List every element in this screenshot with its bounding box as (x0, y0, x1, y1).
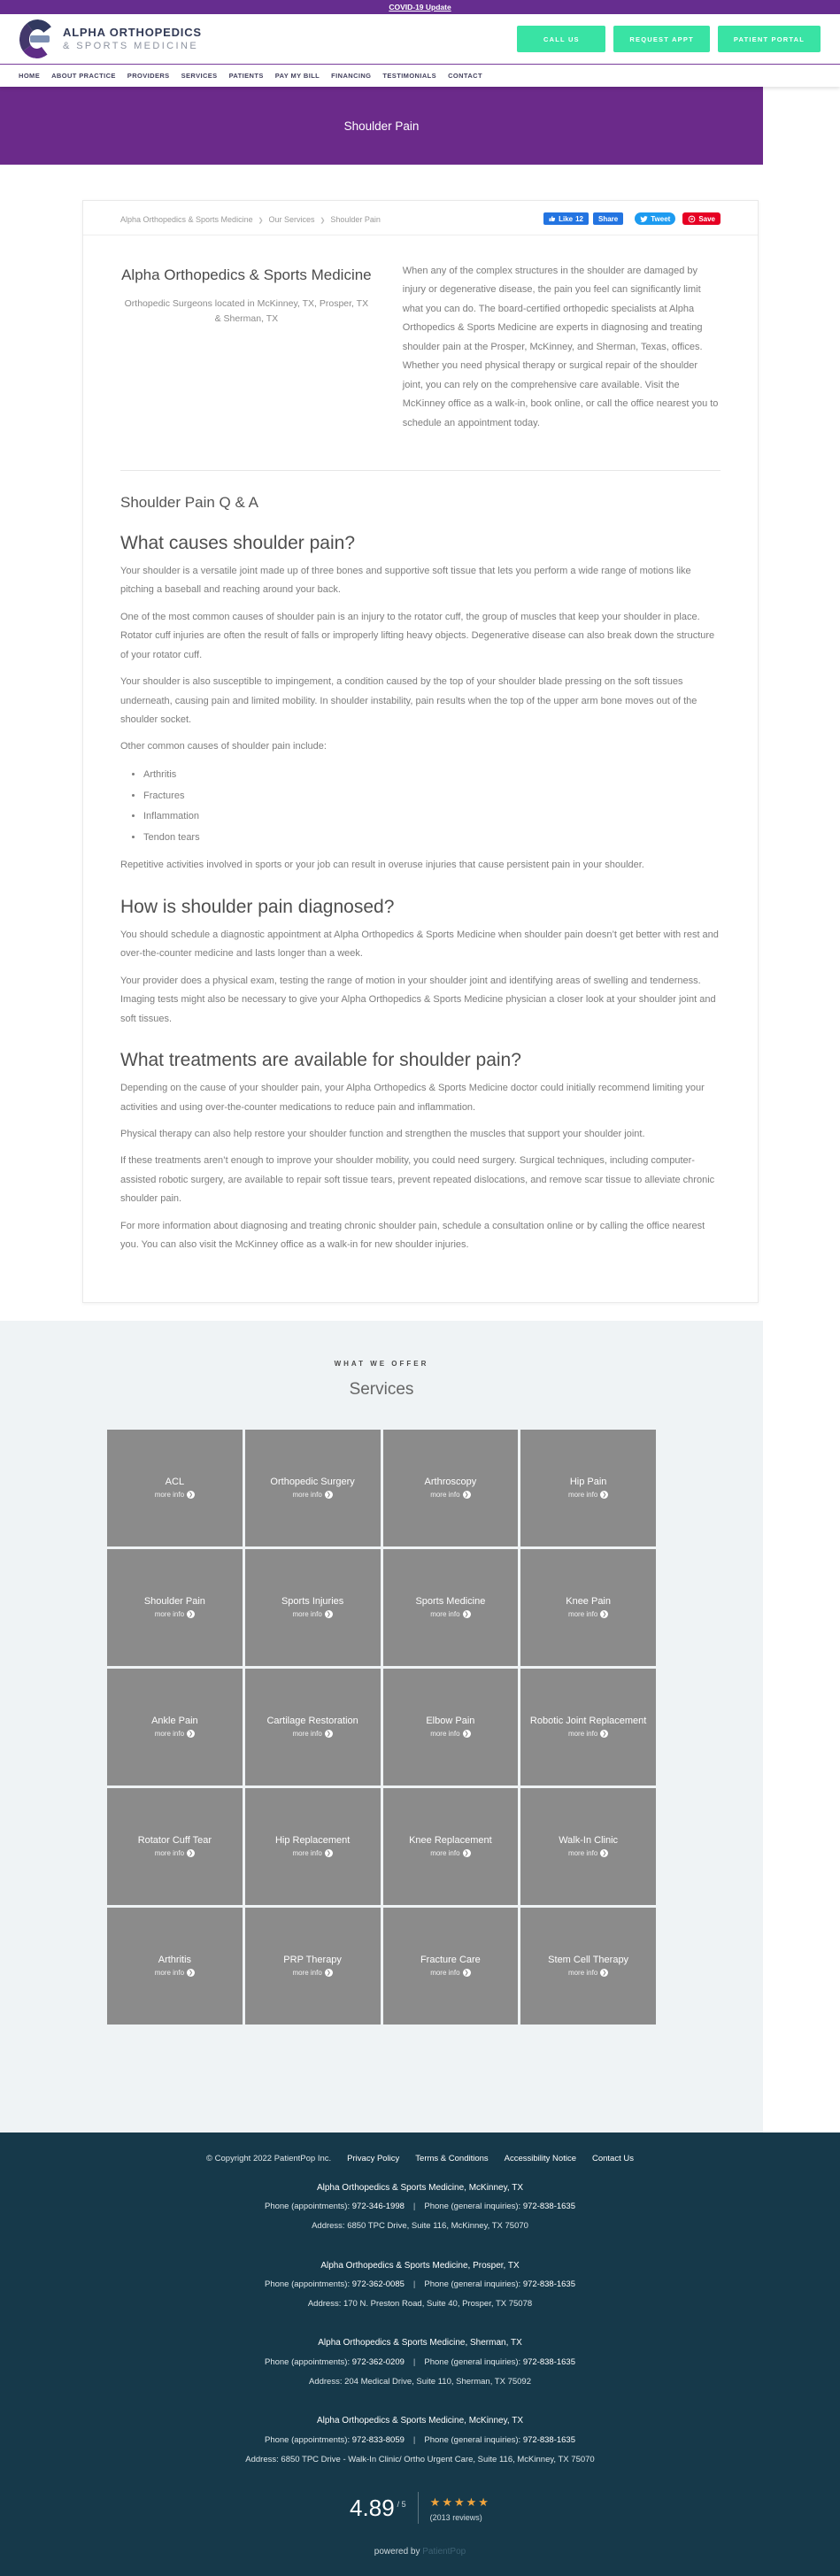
covid-alert-bar (0, 0, 840, 14)
service-title: Knee Replacement (409, 1835, 492, 1847)
causes-list (143, 765, 721, 849)
phone-appointments-label: Phone (appointments): (264, 2279, 352, 2289)
more-info-label: more info (430, 1610, 460, 1619)
thumbs-up-icon (549, 215, 556, 222)
causes-list-item: • Inflammation (143, 806, 721, 828)
star-icon: ★ (442, 2495, 454, 2509)
arrow-circle-icon: ❯ (189, 1970, 194, 1976)
answer-paragraph: Your shoulder is a versatile joint made up of three bones and supportive soft tissue that lets you perform a wide range of motions like pitching a baseball and reaching around your back. (120, 565, 691, 596)
service-card-walk-in-clinic[interactable] (520, 1788, 656, 1905)
service-card-elbow-pain[interactable] (383, 1669, 519, 1785)
more-info-label: more info (567, 1969, 598, 1978)
nav-item-providers[interactable]: PROVIDERS (127, 72, 170, 80)
more-info-label: more info (430, 1969, 460, 1978)
more-info-label: more info (154, 1849, 185, 1858)
nav-item-patients[interactable]: PATIENTS (228, 72, 264, 80)
brand-line2: & SPORTS MEDICINE (63, 41, 199, 52)
arrow-circle-icon: ❯ (326, 1970, 331, 1976)
phone-general-label: Phone (general inquiries): (424, 2356, 523, 2367)
causes-list-item: • Fractures (143, 786, 721, 807)
covid-update-link[interactable]: COVID-19 Update (389, 3, 451, 12)
rating-score: 4.89 (350, 2494, 395, 2521)
tweet-button[interactable] (635, 212, 675, 225)
social-share-bar (543, 212, 721, 225)
service-more-info-link[interactable] (430, 1969, 470, 1977)
phone-separator: | (412, 2279, 416, 2289)
location-phones (0, 2201, 840, 2214)
star-icon: ★ (466, 2495, 479, 2509)
service-card-prp-therapy[interactable] (245, 1908, 381, 2025)
pinterest-save-button[interactable] (682, 212, 721, 225)
service-card-shoulder-pain[interactable] (107, 1549, 243, 1666)
star-rating (430, 2495, 490, 2510)
location-address: Address: 170 N. Preston Road, Suite 40, Prosper, TX 75078 (307, 2298, 533, 2309)
phone-general-label: Phone (general inquiries): (424, 2279, 523, 2289)
save-label: Save (698, 214, 715, 223)
location-name: Alpha Orthopedics & Sports Medicine, Sherman, TX (318, 2338, 522, 2348)
arrow-circle-icon: ❯ (326, 1611, 331, 1617)
footer-link-privacy-policy[interactable]: Privacy Policy (347, 2153, 400, 2163)
breadcrumb-link-our-services[interactable]: Our Services (268, 215, 315, 224)
service-title: Arthritis (158, 1955, 192, 1966)
request-appt-button[interactable]: REQUEST APPT (613, 26, 709, 52)
nav-item-services[interactable]: SERVICES (181, 72, 218, 80)
service-card-acl[interactable] (107, 1430, 243, 1546)
phone-appointments-label: Phone (appointments): (264, 2356, 352, 2367)
location-name: Alpha Orthopedics & Sports Medicine, Prosper, TX (320, 2260, 520, 2271)
nav-item-about-practice[interactable]: ABOUT PRACTICE (51, 72, 116, 80)
phone-appointments-label: Phone (appointments): (264, 2202, 352, 2212)
site-footer (0, 2133, 840, 2576)
question-heading: How is shoulder pain diagnosed? (120, 896, 395, 917)
rating-summary (0, 2492, 840, 2524)
facebook-like-button[interactable] (543, 212, 589, 225)
more-info-label: more info (292, 1610, 322, 1619)
header-actions (517, 26, 821, 52)
answer-paragraph: Your provider does a physical exam, testing the range of motion in your shoulder joint and identifying areas of swelling and tenderness. Imaging tests might also be necessary to give your Alpha Orthopedics & Sports Medicine physician a closer look at your shoulder joint and soft tissues. (120, 975, 716, 1024)
phone-separator: | (412, 2434, 416, 2445)
question-heading: What treatments are available for shoulder pain? (120, 1050, 521, 1071)
more-info-label: more info (292, 1491, 322, 1500)
service-title: ACL (165, 1477, 185, 1488)
service-more-info-link[interactable] (568, 1491, 608, 1499)
service-title: PRP Therapy (283, 1955, 342, 1966)
phone-general-label: Phone (general inquiries): (424, 2202, 523, 2212)
location-block (0, 2414, 840, 2466)
pinterest-pin-icon (688, 215, 696, 223)
location-name: Alpha Orthopedics & Sports Medicine, McKinney, TX (316, 2182, 524, 2193)
rating-outof: / 5 (397, 2499, 406, 2509)
qa-section (83, 471, 758, 1302)
phone-general-link[interactable]: 972-838-1635 (522, 2356, 575, 2367)
question-heading: What causes shoulder pain? (120, 532, 355, 553)
service-more-info-link[interactable] (568, 1849, 608, 1857)
rating-stars-column (430, 2495, 490, 2522)
location-block (0, 2181, 840, 2233)
arrow-circle-icon: ❯ (189, 1492, 194, 1498)
service-title: Cartilage Restoration (266, 1716, 358, 1727)
phone-separator: | (412, 2202, 416, 2212)
location-address: Address: 6850 TPC Drive, Suite 116, McKinney, TX 75070 (312, 2220, 528, 2231)
arrow-circle-icon: ❯ (464, 1850, 469, 1856)
service-title: Knee Pain (566, 1596, 611, 1608)
patient-portal-button[interactable]: PATIENT PORTAL (718, 26, 821, 52)
service-card-sports-medicine[interactable] (383, 1549, 519, 1666)
nav-item-contact[interactable]: CONTACT (448, 72, 482, 80)
service-more-info-link[interactable] (568, 1610, 608, 1618)
answer-paragraph: Depending on the cause of your shoulder pain, your Alpha Orthopedics & Sports Medicine doctor could initially recommend limiting your activities and using over-the-counter medications to reduce pain and inflammation. (120, 1083, 705, 1113)
service-card-sports-injuries[interactable] (245, 1549, 381, 1666)
footer-link-accessibility-notice[interactable]: Accessibility Notice (504, 2153, 576, 2163)
nav-item-home[interactable]: HOME (19, 72, 41, 80)
more-info-label: more info (292, 1730, 322, 1739)
service-title: Robotic Joint Replacement (529, 1716, 647, 1727)
service-title: Arthroscopy (424, 1477, 477, 1488)
nav-item-financing[interactable]: FINANCING (331, 72, 372, 80)
service-more-info-link[interactable] (430, 1610, 470, 1618)
phone-appointments-link[interactable]: 972-362-0209 (351, 2356, 405, 2367)
service-more-info-link[interactable] (292, 1969, 332, 1977)
breadcrumb-current: Shoulder Pain (330, 215, 381, 224)
service-more-info-link[interactable] (155, 1969, 195, 1977)
copyright-text: © Copyright 2022 PatientPop Inc. (206, 2153, 332, 2163)
answer-paragraph: Your shoulder is also susceptible to impingement, a condition caused by the top of your shoulder blade pressing on the soft tissues underneath, causing pain and limited mobility. In shoulder instability, pain results when the top of the upper arm bone moves out of the shoulder socket. (120, 676, 697, 725)
more-info-label: more info (154, 1730, 185, 1739)
service-card-hip-replacement[interactable] (245, 1788, 381, 1905)
content-card (82, 200, 759, 1303)
phone-general-link[interactable]: 972-838-1635 (522, 2202, 575, 2212)
service-card-fracture-care[interactable] (383, 1908, 519, 2025)
more-info-label: more info (292, 1849, 322, 1858)
arrow-circle-icon: ❯ (602, 1731, 607, 1737)
more-info-label: more info (292, 1969, 322, 1978)
practice-intro (83, 235, 758, 456)
breadcrumb-separator-icon: ❯ (258, 218, 264, 224)
services-grid (107, 1430, 656, 2025)
facebook-share-button[interactable] (593, 212, 623, 225)
service-more-info-link[interactable] (292, 1610, 332, 1618)
location-block (0, 2336, 840, 2388)
qa-sections (120, 533, 721, 1255)
site-header (0, 14, 840, 64)
service-more-info-link[interactable] (430, 1491, 470, 1499)
breadcrumb-row (83, 201, 758, 235)
causes-list-item: • Arthritis (143, 765, 721, 786)
service-title: Rotator Cuff Tear (137, 1835, 212, 1847)
arrow-circle-icon: ❯ (464, 1492, 469, 1498)
like-label: Like (559, 214, 574, 223)
more-info-label: more info (567, 1730, 598, 1739)
service-title: Fracture Care (420, 1955, 481, 1966)
rating-divider (418, 2492, 419, 2524)
arrow-circle-icon: ❯ (189, 1850, 194, 1856)
phone-general-link[interactable]: 972-838-1635 (522, 2434, 575, 2445)
location-address: Address: 204 Medical Drive, Suite 110, Sherman, TX 75092 (308, 2376, 531, 2387)
practice-description: When any of the complex structures in the shoulder are damaged by injury or degenerative disease, the pain you feel can significantly limit what you can do. The board-certified orthopedic specialists at Alpha Orthopedics & Sports Medicine are experts in diagnosing and treating shoulder pain at the Prosper, McKinney, and Sherman, Texas, offices. Whether you need physical therapy or surgical repair of the shoulder joint, you can rely on the comprehensive care available. Visit the McKinney office as a walk-in, book online, or call the office nearest you to schedule an appointment today. (402, 266, 719, 428)
more-info-label: more info (430, 1730, 460, 1739)
breadcrumb-link-alpha-orthopedics-sports-medicine[interactable]: Alpha Orthopedics & Sports Medicine (120, 215, 253, 224)
service-more-info-link[interactable] (155, 1849, 195, 1857)
location-address: Address: 6850 TPC Drive - Walk-In Clinic/ Ortho Urgent Care, Suite 116, McKinney, TX 75070 (245, 2454, 595, 2464)
arrow-circle-icon: ❯ (602, 1970, 607, 1976)
location-block (0, 2259, 840, 2311)
service-card-ankle-pain[interactable] (107, 1669, 243, 1785)
service-title: Elbow Pain (426, 1716, 475, 1727)
phone-separator: | (412, 2356, 416, 2367)
star-icon: ★ (429, 2495, 443, 2509)
main-nav (0, 65, 840, 87)
footer-locations (0, 2181, 840, 2467)
arrow-circle-icon: ❯ (602, 1850, 607, 1856)
service-more-info-link[interactable] (430, 1730, 470, 1738)
breadcrumb-separator-icon: ❯ (320, 218, 326, 224)
more-info-label: more info (567, 1610, 598, 1619)
services-kicker: WHAT WE OFFER (334, 1359, 429, 1368)
more-info-label: more info (154, 1491, 185, 1500)
arrow-circle-icon: ❯ (602, 1611, 607, 1617)
service-more-info-link[interactable] (292, 1849, 332, 1857)
service-title: Hip Pain (569, 1477, 607, 1488)
service-title: Hip Replacement (274, 1835, 351, 1847)
services-section (0, 1321, 763, 2133)
more-info-label: more info (154, 1969, 185, 1978)
page-title: Shoulder Pain (343, 119, 420, 133)
more-info-label: more info (154, 1610, 185, 1619)
service-more-info-link[interactable] (292, 1491, 332, 1499)
service-card-hip-pain[interactable] (520, 1430, 656, 1546)
service-more-info-link[interactable] (568, 1730, 608, 1738)
footer-link-terms-conditions[interactable]: Terms & Conditions (415, 2153, 489, 2163)
more-info-label: more info (567, 1491, 598, 1500)
breadcrumb (120, 211, 381, 227)
brand-logo[interactable] (19, 19, 202, 58)
tweet-label: Tweet (651, 214, 671, 223)
more-info-label: more info (567, 1849, 598, 1858)
phone-appointments-link[interactable]: 972-833-8059 (351, 2434, 405, 2445)
powered-by (0, 2547, 840, 2557)
service-more-info-link[interactable] (292, 1730, 332, 1738)
service-more-info-link[interactable] (568, 1969, 608, 1977)
location-name: Alpha Orthopedics & Sports Medicine, McKinney, TX (316, 2416, 524, 2426)
answer-paragraph: One of the most common causes of shoulder pain is an injury to the rotator cuff, the group of muscles that keep your shoulder in place. Rotator cuff injuries are often the result of falls or improperly lifting heavy objects. Degenerative disease can also break down the structure of your rotator cuff. (120, 611, 715, 660)
review-count: (2013 reviews) (429, 2512, 482, 2522)
service-title: Orthopedic Surgery (270, 1477, 355, 1488)
service-title: Ankle Pain (151, 1716, 198, 1727)
page-banner (0, 87, 763, 165)
more-info-label: more info (430, 1491, 460, 1500)
arrow-circle-icon: ❯ (602, 1492, 607, 1498)
footer-link-contact-us[interactable]: Contact Us (591, 2153, 634, 2163)
services-heading: Services (349, 1379, 414, 1399)
arrow-circle-icon: ❯ (189, 1611, 194, 1617)
call-us-button[interactable]: CALL US (517, 26, 605, 52)
service-card-cartilage-restoration[interactable] (245, 1669, 381, 1785)
nav-item-testimonials[interactable]: TESTIMONIALS (382, 72, 437, 80)
qa-title: Shoulder Pain Q & A (120, 493, 258, 511)
service-title: Sports Medicine (415, 1596, 486, 1608)
answer-paragraph: Other common causes of shoulder pain include: (120, 741, 327, 752)
service-more-info-link[interactable] (155, 1491, 195, 1499)
service-card-robotic-joint-replacement[interactable] (520, 1669, 656, 1785)
powered-by-label: powered by (374, 2547, 420, 2557)
star-icon: ★ (453, 2495, 466, 2509)
practice-subtitle: Orthopedic Surgeons located in McKinney, TX, Prosper, TX & Sherman, TX (124, 297, 369, 324)
arrow-circle-icon: ❯ (189, 1731, 194, 1737)
phone-general-label: Phone (general inquiries): (424, 2434, 523, 2445)
arrow-circle-icon: ❯ (326, 1731, 331, 1737)
service-title: Sports Injuries (281, 1596, 344, 1608)
answer-paragraph: Physical therapy can also help restore your shoulder function and strengthen the muscles that support your shoulder joint. (120, 1128, 645, 1139)
more-info-label: more info (430, 1849, 460, 1858)
phone-general-link[interactable]: 972-838-1635 (522, 2279, 575, 2289)
arrow-circle-icon: ❯ (464, 1731, 469, 1737)
answer-paragraph: For more information about diagnosing and treating chronic shoulder pain, schedule a consultation online or by calling the office nearest you. You can also visit the McKinney office as a walk-in for new shoulder injuries. (120, 1220, 705, 1251)
arrow-circle-icon: ❯ (464, 1970, 469, 1976)
practice-name: Alpha Orthopedics & Sports Medicine (121, 266, 372, 283)
location-phones (0, 2434, 840, 2448)
footer-links (0, 2150, 840, 2181)
practice-intro-left (120, 262, 373, 433)
phone-appointments-label: Phone (appointments): (264, 2434, 352, 2445)
arrow-circle-icon: ❯ (326, 1492, 331, 1498)
phone-appointments-link[interactable]: 972-346-1998 (351, 2202, 405, 2212)
phone-appointments-link[interactable]: 972-362-0085 (351, 2279, 405, 2289)
alpha-logo-icon (19, 19, 55, 58)
service-more-info-link[interactable] (155, 1730, 195, 1738)
location-phones (0, 2279, 840, 2292)
service-card-stem-cell-therapy[interactable] (520, 1908, 656, 2025)
twitter-bird-icon (640, 215, 648, 223)
like-count: 12 (575, 214, 583, 223)
service-title: Stem Cell Therapy (548, 1955, 629, 1966)
service-card-arthritis[interactable] (107, 1908, 243, 2025)
arrow-circle-icon: ❯ (326, 1850, 331, 1856)
patientpop-link[interactable]: PatientPop (422, 2547, 466, 2557)
service-card-knee-pain[interactable] (520, 1549, 656, 1666)
arrow-circle-icon: ❯ (464, 1611, 469, 1617)
service-card-rotator-cuff-tear[interactable] (107, 1788, 243, 1905)
service-title: Shoulder Pain (143, 1596, 205, 1608)
answer-paragraph: You should schedule a diagnostic appointment at Alpha Orthopedics & Sports Medicine when shoulder pain doesn’t get better with rest and over-the-counter medicine and lasts longer than a week. (120, 929, 719, 960)
service-more-info-link[interactable] (155, 1610, 195, 1618)
rating-score-group (350, 2495, 406, 2522)
answer-paragraph: If these treatments aren’t enough to improve your shoulder mobility, you could need surgery. Surgical techniques, including computer-assisted robotic surgery, are available to repair soft tissue tears, prevent repeated dislocations, and remove scar tissue to alleviate chronic shoulder pain. (120, 1155, 715, 1205)
service-card-knee-replacement[interactable] (383, 1788, 519, 1905)
service-card-orthopedic-surgery[interactable] (245, 1430, 381, 1546)
brand-line1: ALPHA ORTHOPEDICS (63, 25, 202, 39)
location-phones (0, 2356, 840, 2370)
service-more-info-link[interactable] (430, 1849, 470, 1857)
answer-paragraph: Repetitive activities involved in sports or your job can result in overuse injuries that cause persistent pain in your shoulder. (120, 860, 644, 871)
brand-name (63, 27, 202, 51)
service-card-arthroscopy[interactable] (383, 1430, 519, 1546)
nav-item-pay-my-bill[interactable]: PAY MY BILL (274, 72, 320, 80)
share-label: Share (598, 214, 619, 223)
service-title: Walk-In Clinic (559, 1835, 619, 1847)
star-icon: ★ (478, 2495, 490, 2509)
causes-list-item: • Tendon tears (143, 828, 721, 849)
